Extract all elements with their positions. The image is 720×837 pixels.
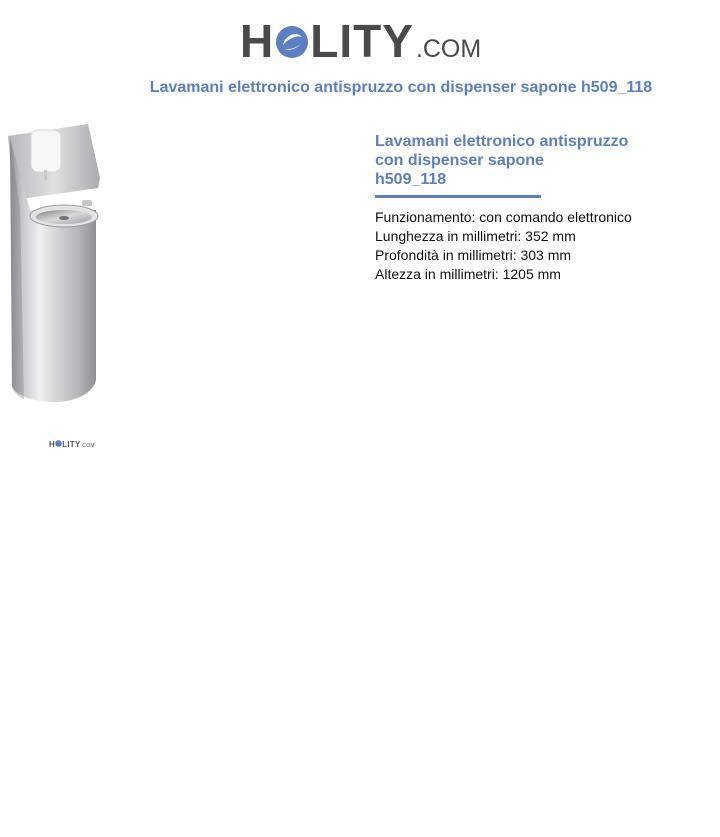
product-title-line-1: Lavamani elettronico antispruzzo	[375, 133, 629, 150]
logo-dotcom: .COM	[415, 35, 482, 63]
spec-item-height: Altezza in millimetri: 1205 mm	[375, 266, 561, 282]
spec-item-length: Lunghezza in millimetri: 352 mm	[375, 228, 576, 244]
holity-o-logo-icon	[275, 25, 309, 59]
small-logo-letter-h: H	[49, 440, 56, 449]
washbasin-product-image	[0, 118, 110, 413]
logo-wordmark	[240, 14, 414, 68]
small-holity-o-logo-icon	[55, 440, 62, 447]
product-title	[375, 132, 645, 189]
product-title-line-3: h509_118	[375, 171, 447, 188]
logo-letters-lity: LITY	[310, 15, 414, 67]
spec-item-depth: Profondità in millimetri: 303 mm	[375, 247, 572, 263]
logo-letter-h: H	[240, 15, 275, 67]
spec-list	[375, 208, 675, 284]
brand-logo[interactable]	[240, 14, 481, 68]
title-underline	[375, 195, 541, 198]
spec-item-operation: Funzionamento: con comando elettronico	[375, 209, 632, 225]
small-brand-logo	[49, 440, 95, 449]
product-title-line-2: con dispenser sapone	[375, 152, 544, 169]
small-logo-letters-lity: LITY	[62, 440, 81, 449]
small-logo-dotcom: .COM	[80, 443, 95, 449]
page-title: Lavamani elettronico antispruzzo con dispenser sapone h509_118	[149, 79, 653, 96]
product-details	[375, 132, 675, 284]
